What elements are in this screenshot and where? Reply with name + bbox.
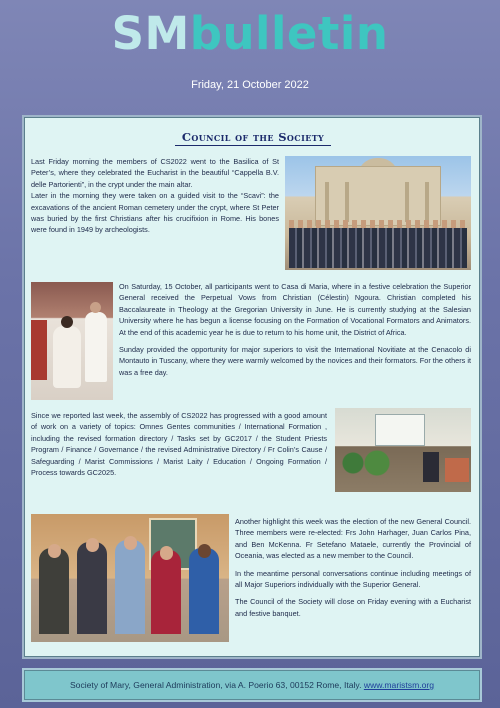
paragraph-6: Another highlight this week was the election of the new General Council. Three members were re-elected: Frs John Harhager, Juan Carlos Pina, and Ben McKenna. Fr Setefano Mataele, currently the Provincial of Oceania, was elected as a new member to the Council.	[235, 517, 471, 561]
text-block-assembly	[31, 410, 327, 478]
paragraph-4: Sunday provided the opportunity for major superiors to visit the International Novitiate at the Cenacolo di Montauto in Tuscany, where they were warmly welcomed by the novices and their formators. For the others it was a free day.	[119, 345, 471, 377]
photo-st-peters-group	[285, 156, 471, 270]
photo-assembly-hall	[335, 408, 471, 492]
paragraph-5: Since we reported last week, the assembly of CS2022 has progressed with a good amount of work on a variety of topics: Omnes Gentes communities / International Formation , including the revised formation directory / Tasks set by GC2017 / the Student Priests Program / Finance / Governance / the revised Administrative Directory / Fr Colin’s Cause / Safeguarding / Marist Commissions / Marist Laity / Education / Ongoing Formation / Process towards GC2025.	[31, 411, 327, 478]
masthead-sm: SM	[111, 7, 190, 60]
masthead	[0, 8, 500, 60]
masthead-title	[0, 8, 500, 60]
photo-perpetual-vows	[31, 282, 113, 400]
paragraph-8: The Council of the Society will close on Friday evening with a Eucharist and festive banquet.	[235, 597, 471, 618]
article-panel	[24, 117, 480, 657]
footer-address: Society of Mary, General Administration, via A. Poerio 63, 00152 Rome, Italy.	[69, 680, 364, 690]
photo-general-council	[31, 514, 229, 642]
paragraph-3: On Saturday, 15 October, all participants went to Casa di Maria, where in a festive celebration the Superior General received the Perpetual Vows from Christian (Célestin) Ngoura. Christian completed his Baccalaureate in Theology at the Gregorian University in June. He is currently studying at the Salesian University where he has begun a license focusing on the Formation of Vocational Formators and Animators. At the end of this academic year he is due to return to his home unit, the District of Africa.	[119, 282, 471, 337]
paragraph-1: Last Friday morning the members of CS2022 went to the Basilica of St Peter’s, where they celebrated the Eucharist in the beautiful “Cappella B.V. delle Partorienti”, in the crypt under the main altar.	[31, 157, 279, 189]
footer-bar	[24, 670, 480, 700]
text-block-vows	[119, 281, 471, 378]
masthead-bulletin: bulletin	[189, 7, 389, 60]
issue-date: Friday, 21 October 2022	[191, 79, 309, 91]
text-block-basilica	[31, 156, 279, 236]
footer-website-link[interactable]: www.maristsm.org	[363, 680, 435, 690]
article-heading: Council of the Society	[181, 130, 325, 144]
paragraph-7: In the meantime personal conversations continue including meetings of all Major Superiors individually with the Superior General.	[235, 568, 471, 590]
text-block-council	[235, 516, 471, 619]
heading-underline	[175, 145, 331, 146]
paragraph-2: Later in the morning they were taken on a guided visit to the “Scavi”: the excavations of the ancient Roman cemetery under the crypt, where St Peter was buried by the first Christians after his crucifixion in Rome. His bones were found in 1949 by archeologists.	[31, 191, 279, 235]
